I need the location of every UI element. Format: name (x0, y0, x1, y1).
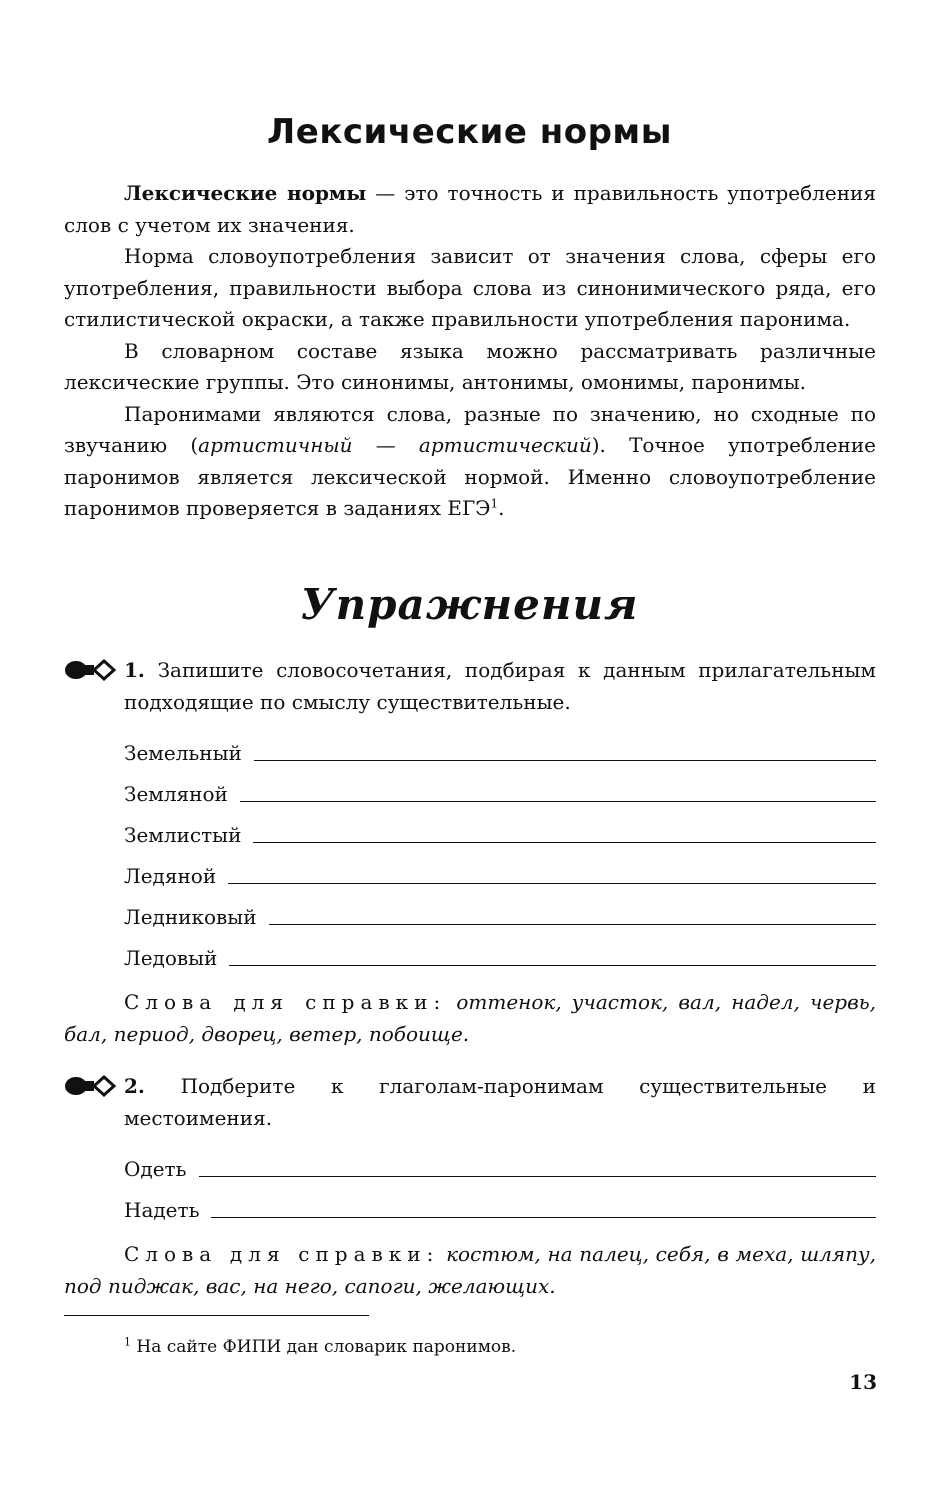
reference-words: костюм, на палец, себя, в меха, шляпу, под пиджак, вас, на него, сапоги, желающих. (64, 1242, 877, 1298)
paragraph-groups: В словарном составе языка можно рассматривать различные лексические группы. Это синонимы, антонимы, омонимы, паронимы. (64, 338, 876, 394)
footnote-text: На сайте ФИПИ дан словарик паронимов. (136, 1337, 517, 1357)
footnote (124, 1337, 516, 1357)
answer-blank[interactable] (211, 1216, 876, 1218)
intro-text (64, 178, 876, 525)
answer-row (64, 767, 876, 808)
answer-row (64, 726, 876, 767)
reference-words: оттенок, участок, вал, надел, червь, бал, период, дворец, ветер, побоище. (64, 990, 876, 1046)
answer-blank[interactable] (269, 923, 876, 925)
answer-blank[interactable] (228, 882, 876, 884)
exercise-1-text: Запишите словосочетания, подбирая к данным прилагательным подходящие по смыслу существительные. (124, 658, 876, 714)
page-number: 13 (849, 1370, 877, 1394)
exercise-1 (64, 654, 876, 1050)
paronym-example: артистичный — артистический (198, 433, 592, 457)
term-lexical-norms: Лексические нормы (124, 181, 367, 205)
answer-label: Землистый (124, 823, 242, 847)
answer-blank[interactable] (253, 841, 876, 843)
paragraph-paronyms: Паронимами являются слова, разные по значению, но сходные по звучанию (артистичный — артистический). Точное употребление паронимов является лексической нормой. Именно словоупотребление паронимов проверяется в заданиях ЕГЭ$^1$. (64, 401, 876, 520)
paragraph-norm: Норма словоупотребления зависит от значения слова, сферы его употребления, правильности выбора слова из синонимического ряда, его стилистической окраски, а также правильности употребления паронима. (64, 244, 876, 331)
answer-label: Ледовый (124, 946, 218, 970)
answer-blank[interactable] (254, 759, 876, 761)
footnote-divider (64, 1315, 369, 1316)
exercise-1-reference (64, 986, 876, 1050)
page-title: Лексические нормы (267, 112, 672, 152)
answer-row (64, 1142, 876, 1183)
exercise-1-prompt (64, 654, 876, 718)
exercise-2-number: 2. (124, 1074, 145, 1098)
definition-text: — это точность и правильность употребления слов с учетом их значения. (64, 181, 876, 237)
footnote-mark: 1 (124, 1335, 131, 1349)
answer-blank[interactable] (240, 800, 876, 802)
exercise-marker-icon (64, 659, 118, 681)
exercise-1-number: 1. (124, 658, 145, 682)
reference-label: Слова для справки: (124, 1242, 440, 1266)
exercise-2-text: Подберите к глаголам-паронимам существительные и местоимения. (124, 1074, 877, 1130)
answer-label: Земляной (124, 782, 228, 806)
answer-blank[interactable] (229, 964, 876, 966)
answer-label: Надеть (124, 1198, 200, 1222)
answer-label: Ледяной (124, 864, 217, 888)
exercise-2-prompt (64, 1070, 876, 1134)
exercises-heading: Упражнения (300, 580, 639, 629)
answer-row (64, 890, 876, 931)
answer-label: Ледниковый (124, 905, 257, 929)
answer-label: Земельный (124, 741, 242, 765)
answer-blank[interactable] (199, 1175, 877, 1177)
answer-row (64, 849, 876, 890)
answer-row (64, 808, 876, 849)
answer-row (64, 931, 876, 972)
footnote-ref: 1 (490, 496, 499, 511)
answer-label: Одеть (124, 1157, 187, 1181)
exercise-2 (64, 1070, 876, 1302)
exercise-marker-icon (64, 1075, 118, 1097)
paragraph-definition (64, 178, 876, 241)
exercise-2-reference (64, 1238, 876, 1302)
answer-row (64, 1183, 876, 1224)
reference-label: Слова для справки: (124, 990, 447, 1014)
